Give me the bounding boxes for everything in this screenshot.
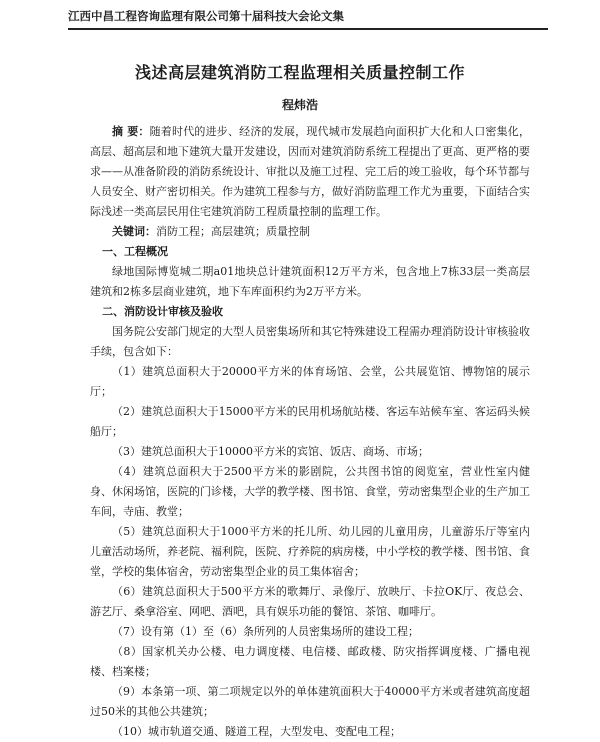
keywords-label: 关键词： — [112, 225, 156, 238]
list-item: （8）国家机关办公楼、电力调度楼、电信楼、邮政楼、防灾指挥调度楼、广播电视楼、档案楼； — [90, 645, 530, 678]
paper-title: 浅述高层建筑消防工程监理相关质量控制工作 — [134, 63, 465, 82]
list-item: （4）建筑总面积大于2500平方米的影剧院，公共图书馆的阅览室，营业性室内健身、休闲场馆，医院的门诊楼，大学的教学楼、图书馆、食堂，劳动密集型企业的生产加工车间，寺庙、教堂； — [90, 465, 530, 518]
list-item: （1）建筑总面积大于20000平方米的体育场馆、会堂，公共展览馆、博物馆的展示厅； — [90, 365, 530, 398]
running-header: 江西中昌工程咨询监理有限公司第十届科技大会论文集 — [68, 8, 548, 30]
section-heading-2: 二、消防设计审核及验收 — [102, 305, 223, 318]
paper-body — [90, 122, 530, 742]
list-item: （2）建筑总面积大于15000平方米的民用机场航站楼、客运车站候车室、客运码头候船厅； — [90, 405, 530, 438]
list-item: （9）本条第一项、第二项规定以外的单体建筑面积大于40000平方米或者建筑高度超过50米的其他公共建筑； — [90, 685, 530, 718]
keywords-text: 消防工程；高层建筑；质量控制 — [156, 225, 310, 238]
section-1-text: 绿地国际博览城二期a01地块总计建筑面积12万平方米，包含地上7栋33层一类高层建筑和2栋多层商业建筑，地下车库面积约为2万平方米。 — [90, 265, 530, 298]
section-heading-1: 一、工程概况 — [102, 245, 168, 258]
abstract-label: 摘 要： — [112, 125, 150, 138]
abstract-text: 随着时代的进步、经济的发展，现代城市发展趋向面积扩大化和人口密集化，高层、超高层和地下建筑大量开发建设，因而对建筑消防系统工程提出了更高、更严格的要求——从准备阶段的消防系统设计、审批以及施工过程、完工后的竣工验收，每个环节都与人员安全、财产密切相关。作为建筑工程参与方，做好消防监理工作尤为重要，下面结合实际浅述一类高层民用住宅建筑消防工程质量控制的监理工作。 — [90, 125, 530, 218]
abstract — [90, 122, 530, 222]
list-item: （3）建筑总面积大于10000平方米的宾馆、饭店、商场、市场； — [112, 445, 429, 458]
list-item: （5）建筑总面积大于1000平方米的托儿所、幼儿园的儿童用房，儿童游乐厅等室内儿童活动场所，养老院、福利院，医院、疗养院的病房楼，中小学校的教学楼、图书馆、食堂，学校的集体宿舍，劳动密集型企业的员工集体宿舍； — [90, 525, 530, 578]
keywords — [90, 222, 530, 242]
section-2-intro: 国务院公安部门规定的大型人员密集场所和其它特殊建设工程需办理消防设计审核验收手续，包含如下： — [90, 325, 530, 358]
list-item: （7）设有第（1）至（6）条所列的人员密集场所的建设工程； — [112, 625, 419, 638]
list-item: （10）城市轨道交通、隧道工程，大型发电、变配电工程； — [112, 725, 401, 738]
list-item: （6）建筑总面积大于500平方米的歌舞厅、录像厅、放映厅、卡拉OK厅、夜总会、游艺厅、桑拿浴室、网吧、酒吧，具有娱乐功能的餐馆、茶馆、咖啡厅。 — [90, 585, 530, 618]
author-name: 程炜浩 — [281, 98, 318, 112]
